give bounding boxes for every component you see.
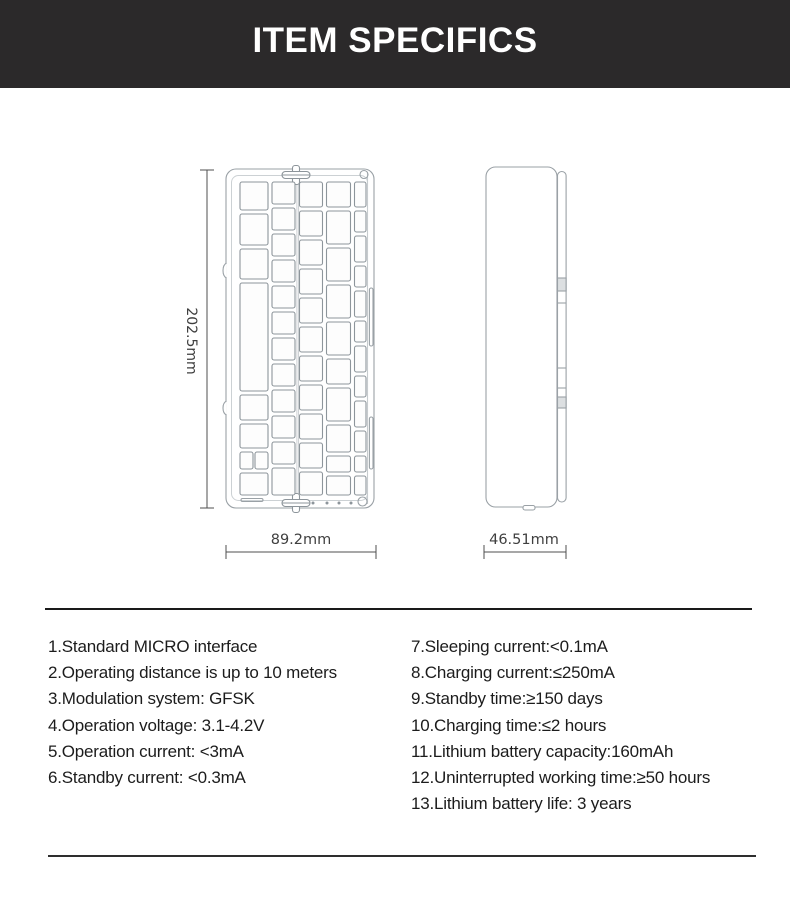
spec-item: 3.Modulation system: GFSK: [48, 689, 255, 709]
keyboard-side-view: [486, 167, 566, 510]
spec-item: 5.Operation current: <3mA: [48, 741, 244, 761]
technical-diagram: [0, 130, 790, 600]
spec-list-right: [411, 634, 710, 817]
spec-item: 12.Uninterrupted working time:≥50 hours: [411, 767, 711, 787]
dim-height-label: 202.5mm: [183, 307, 199, 375]
spec-list-left: [48, 634, 337, 791]
side-bottom-tab: [523, 506, 535, 511]
left-notch-upper: [223, 263, 227, 278]
spec-item: 9.Standby time:≥150 days: [411, 689, 603, 709]
left-notch-lower: [223, 401, 227, 415]
dim-width-side-label: 46.51mm: [489, 532, 559, 548]
dim-height: [200, 170, 214, 508]
spec-item: 11.Lithium battery capacity:160mAh: [411, 741, 674, 761]
spec-item: 10.Charging time:≤2 hours: [411, 715, 607, 735]
space-bar-key: [240, 283, 268, 391]
spec-item: 1.Standard MICRO interface: [48, 637, 258, 656]
divider-bottom: [48, 855, 756, 857]
page-title: ITEM SPECIFICS: [252, 21, 538, 60]
header-banner: [0, 0, 790, 88]
side-body: [486, 167, 557, 507]
spec-item: 6.Standby current: <0.3mA: [48, 767, 246, 787]
spec-item: 8.Charging current:≤250mA: [411, 663, 615, 683]
divider-top: [45, 608, 752, 610]
spec-item: 2.Operating distance is up to 10 meters: [48, 663, 337, 683]
key-grid: [240, 182, 366, 495]
spec-item: 13.Lithium battery life: 3 years: [411, 794, 632, 814]
dim-width-front-label: 89.2mm: [270, 532, 332, 548]
spec-item: 7.Sleeping current:<0.1mA: [411, 637, 608, 656]
side-edge-strip: [558, 172, 567, 503]
spec-item: 4.Operation voltage: 3.1-4.2V: [48, 715, 265, 735]
keyboard-front-view: [223, 166, 374, 513]
